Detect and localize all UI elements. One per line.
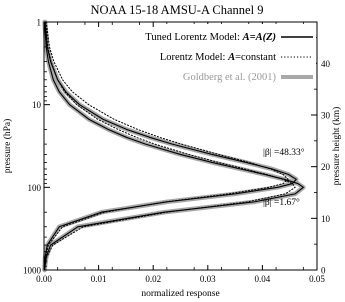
y-right-tick-label: 0: [321, 265, 326, 276]
y-left-tick-label: 1: [36, 17, 41, 28]
y-right-tick-label: 20: [321, 162, 330, 173]
chart-title: NOAA 15-18 AMSU-A Channel 9: [90, 3, 264, 17]
y-axis-right-label: pressure height (km): [332, 106, 342, 186]
y-right-tick-label: 10: [321, 213, 330, 224]
x-axis-label: normalized response: [141, 289, 220, 299]
legend-label-tuned: Tuned Lorentz Model: A=A(Z): [145, 32, 276, 43]
x-tick-label: 0.00: [36, 274, 52, 284]
y-left-tick-label: 1000: [23, 265, 41, 276]
x-tick-label: 0.04: [254, 274, 271, 284]
x-tick-label: 0.01: [90, 274, 107, 284]
y-right-tick-label: 40: [321, 58, 330, 69]
legend: [145, 24, 316, 87]
x-tick-label: 0.05: [309, 274, 325, 284]
annotation-beta-low: |β| =1.67°: [263, 198, 300, 208]
legend-label-goldberg: Goldberg et al. (2001): [182, 72, 276, 83]
x-tick-label: 0.02: [145, 274, 162, 284]
y-left-tick-label: 10: [32, 100, 41, 111]
legend-label-lorentz: Lorentz Model: A=constant: [159, 52, 276, 63]
y-axis-left-label: pressure (hPa): [3, 118, 13, 174]
y-left-tick-label: 100: [27, 182, 41, 193]
x-tick-label: 0.03: [199, 274, 216, 284]
y-right-tick-label: 30: [321, 110, 330, 121]
annotation-beta-high: |β| =48.33°: [263, 148, 305, 158]
